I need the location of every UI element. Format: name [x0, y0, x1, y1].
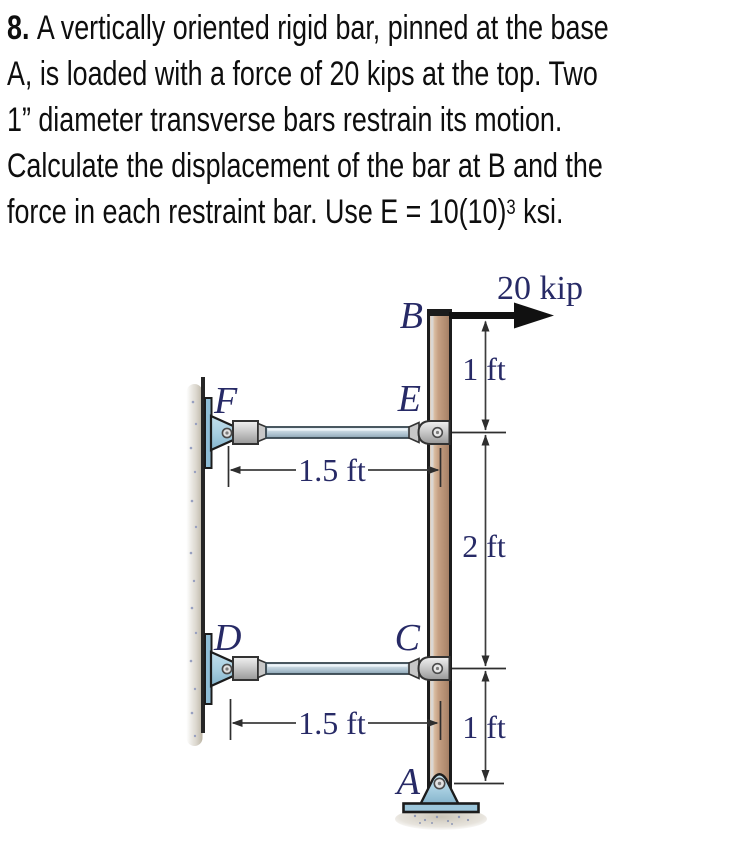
label-b: B: [399, 295, 423, 337]
dim-label-lower-span: 1.5 ft: [298, 705, 366, 741]
problem-line-2: A, is loaded with a force of 20 kips at the top. Two: [7, 55, 598, 93]
problem-line-3: 1” diameter transverse bars restrain its motion.: [7, 101, 563, 139]
problem-number: 8.: [7, 9, 30, 47]
base-plate: [404, 804, 479, 813]
problem-line-1: 8. A vertically oriented rigid bar, pinned at the base: [7, 9, 609, 47]
dim-label-2ft: 2 ft: [462, 528, 506, 564]
pin-c-center: [436, 667, 439, 670]
pin-f-center: [225, 431, 228, 434]
clevis-f: [233, 421, 258, 444]
label-c: C: [394, 617, 420, 659]
label-d: D: [214, 617, 242, 659]
label-f: F: [214, 380, 238, 422]
force-label: 20 kip: [497, 270, 583, 307]
pin-e-center: [436, 431, 439, 434]
label-a: A: [396, 761, 420, 803]
problem-line-5: force in each restraint bar. Use $E = 10(10)^3$ ksi.: [7, 193, 564, 231]
rigid-bar-highlight: [431, 313, 434, 800]
dim-label-upper-span: 1.5 ft: [298, 452, 366, 488]
wall-shading: [187, 384, 203, 746]
label-e: E: [397, 378, 421, 420]
rigid-bar-top-cap: [428, 310, 451, 316]
pin-d-center: [225, 667, 228, 670]
dim-label-1ft-bottom: 1 ft: [462, 709, 506, 745]
clevis-d: [233, 657, 258, 680]
pin-a-center: [438, 782, 441, 785]
dim-label-1ft-top: 1 ft: [462, 351, 506, 387]
problem-line-4: Calculate the displacement of the bar at B and the: [7, 147, 603, 185]
superscript-3: 3: [506, 195, 516, 219]
